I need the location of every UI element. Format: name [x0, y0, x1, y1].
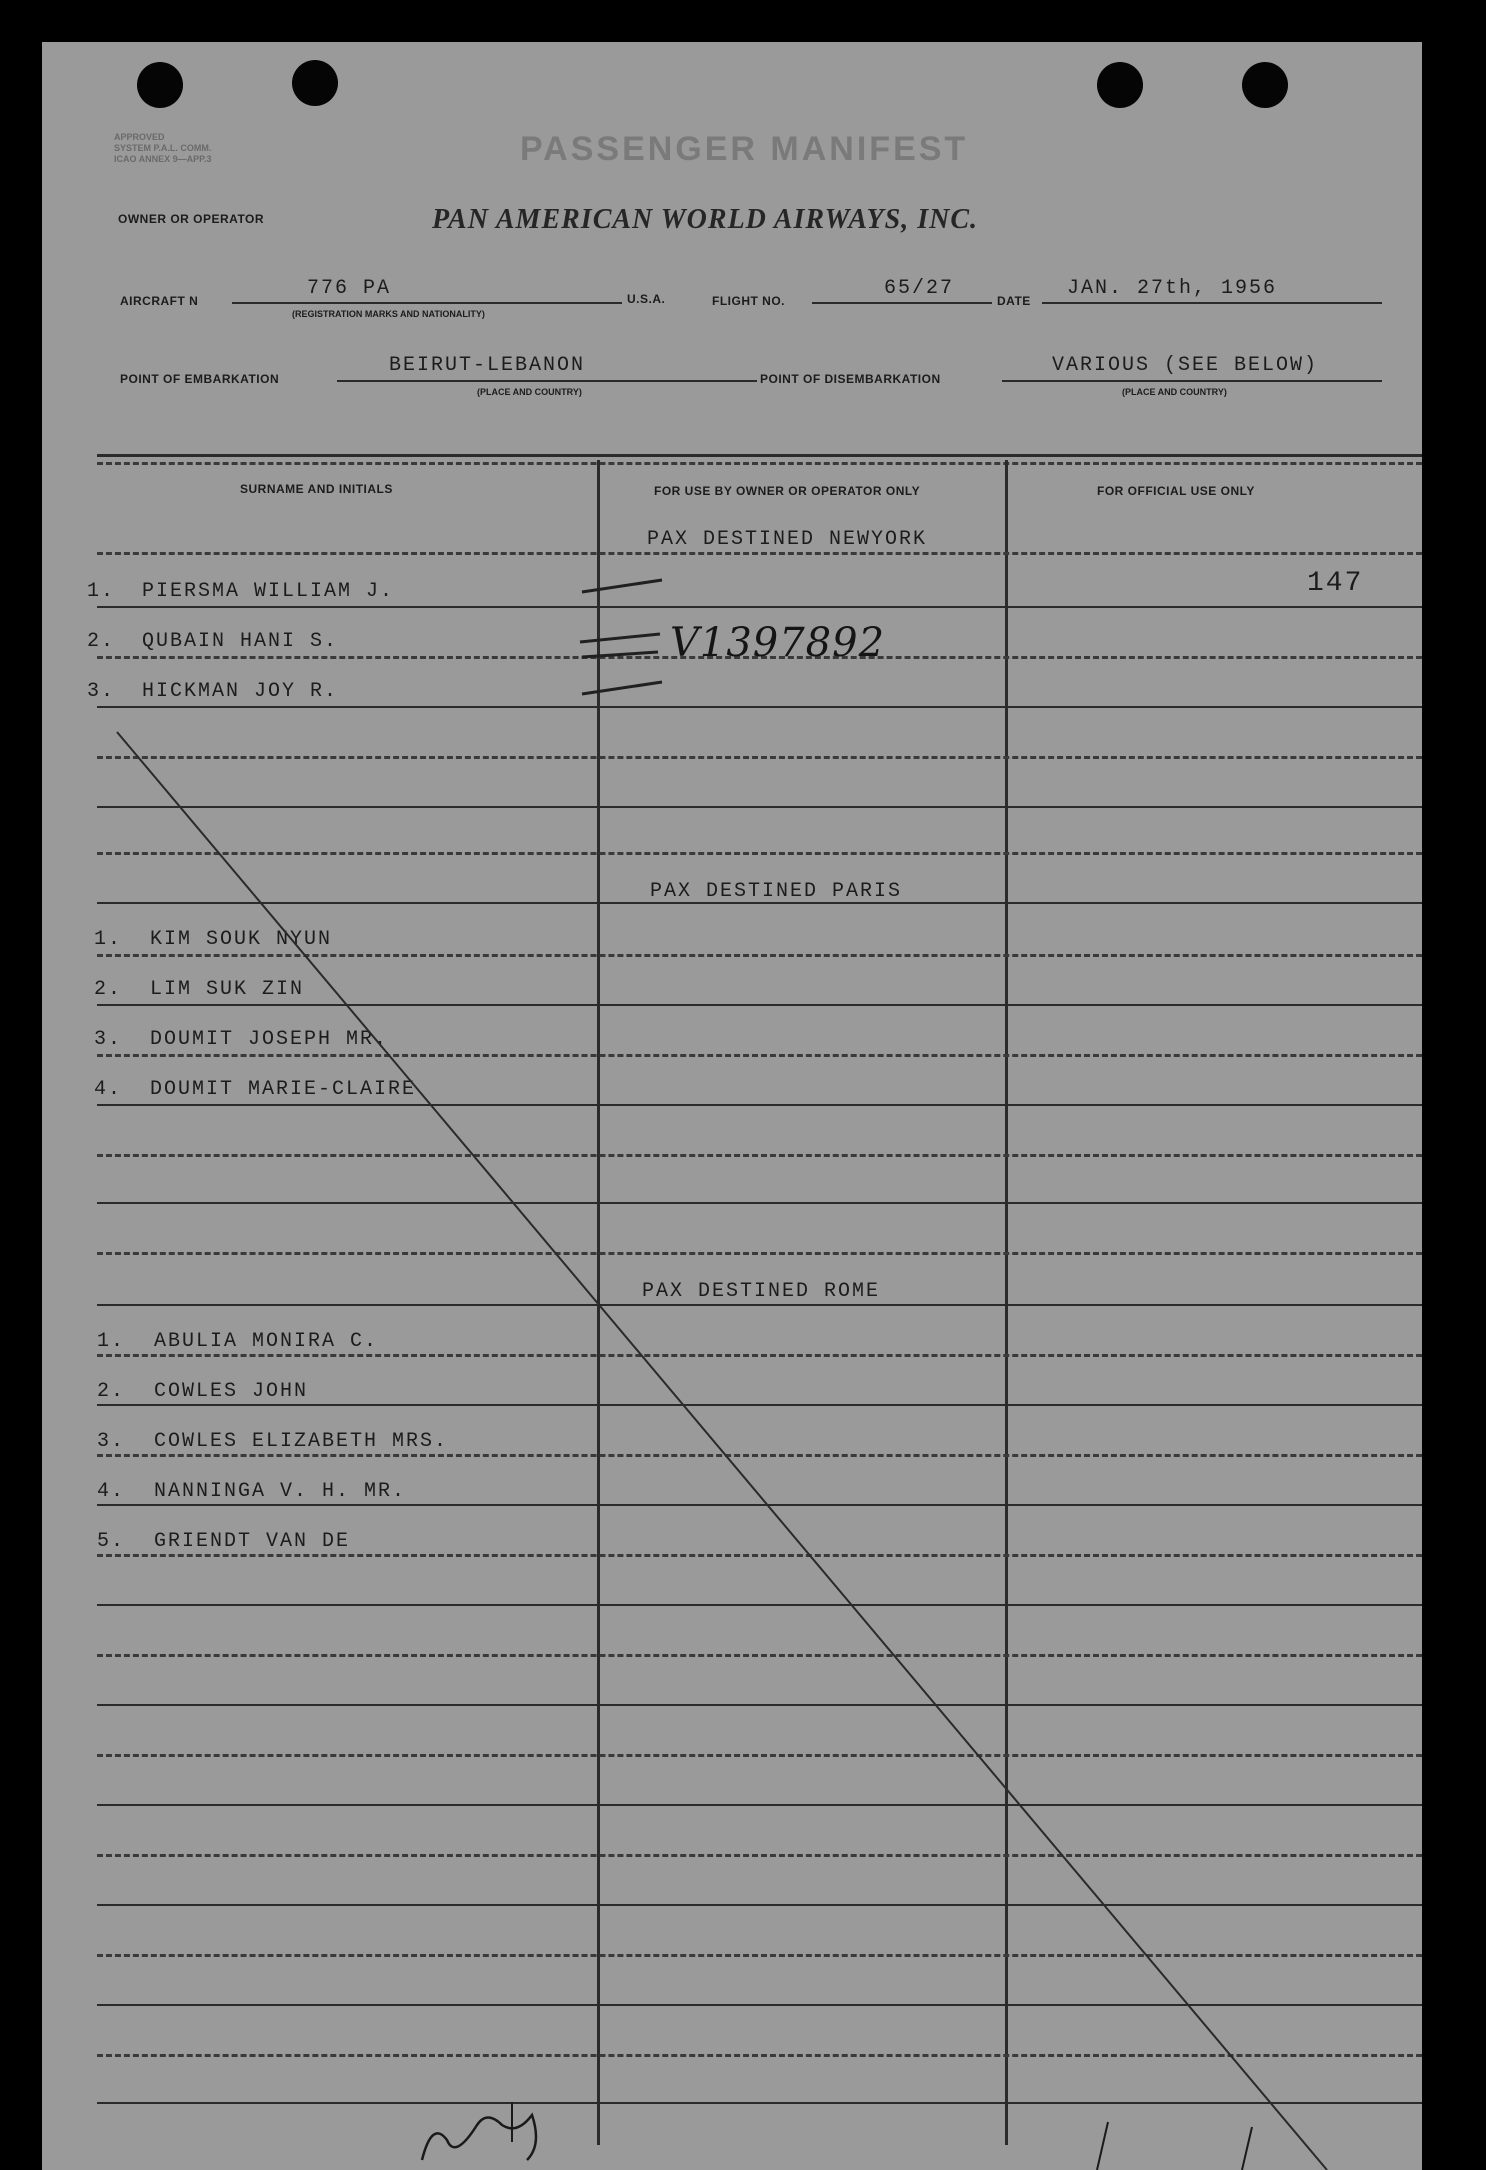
- official-count: 147: [1307, 568, 1364, 599]
- passenger-number: 2.: [97, 1380, 126, 1403]
- disembarkation-value: VARIOUS (SEE BELOW): [1052, 354, 1319, 377]
- passenger-number: 2.: [87, 630, 116, 653]
- flight-value: 65/27: [884, 277, 955, 300]
- group-heading: PAX DESTINED ROME: [642, 1280, 881, 1303]
- disembarkation-caption: (PLACE AND COUNTRY): [1122, 387, 1227, 397]
- nationality-value: U.S.A.: [627, 292, 666, 306]
- passenger-number: 5.: [97, 1530, 126, 1553]
- embarkation-caption: (PLACE AND COUNTRY): [477, 387, 582, 397]
- passenger-name: COWLES ELIZABETH MRS.: [154, 1430, 449, 1453]
- passenger-name: DOUMIT JOSEPH MR.: [150, 1028, 389, 1051]
- passenger-number: 1.: [97, 1330, 126, 1353]
- flight-label: FLIGHT NO.: [712, 294, 785, 308]
- approval-line: SYSTEM P.A.L. COMM.: [114, 143, 212, 153]
- page-title: PASSENGER MANIFEST: [520, 130, 969, 168]
- handwritten-number: V1397892: [670, 620, 886, 666]
- passenger-name: ABULIA MONIRA C.: [154, 1330, 379, 1353]
- passenger-name: COWLES JOHN: [154, 1380, 309, 1403]
- aircraft-value: 776 PA: [307, 277, 392, 300]
- pen-marks: [42, 42, 1422, 2170]
- passenger-name: NANNINGA V. H. MR.: [154, 1480, 407, 1503]
- column-header-official-use: FOR OFFICIAL USE ONLY: [1097, 484, 1255, 498]
- passenger-number: 1.: [94, 928, 123, 951]
- aircraft-caption: (REGISTRATION MARKS AND NATIONALITY): [292, 309, 485, 319]
- passenger-number: 1.: [87, 580, 116, 603]
- passenger-name: DOUMIT MARIE-CLAIRE: [150, 1078, 417, 1101]
- column-header-surname: SURNAME AND INITIALS: [240, 482, 393, 496]
- approval-line: ICAO ANNEX 9—APP.3: [114, 154, 212, 164]
- passenger-name: HICKMAN JOY R.: [142, 680, 339, 703]
- passenger-name: PIERSMA WILLIAM J.: [142, 580, 395, 603]
- embarkation-label: POINT OF EMBARKATION: [120, 372, 280, 386]
- passenger-name: KIM SOUK NYUN: [150, 928, 333, 951]
- embarkation-value: BEIRUT-LEBANON: [389, 354, 586, 377]
- group-heading: PAX DESTINED PARIS: [650, 880, 903, 903]
- passenger-number: 3.: [87, 680, 116, 703]
- passenger-name: GRIENDT VAN DE: [154, 1530, 351, 1553]
- approval-line: APPROVED: [114, 132, 165, 142]
- passenger-number: 2.: [94, 978, 123, 1001]
- passenger-number: 4.: [97, 1480, 126, 1503]
- passenger-number: 4.: [94, 1078, 123, 1101]
- passenger-number: 3.: [94, 1028, 123, 1051]
- owner-value: PAN AMERICAN WORLD AIRWAYS, INC.: [432, 204, 979, 235]
- manifest-sheet: [42, 42, 1422, 2170]
- passenger-name: QUBAIN HANI S.: [142, 630, 339, 653]
- date-value: JAN. 27th, 1956: [1067, 277, 1278, 300]
- passenger-number: 3.: [97, 1430, 126, 1453]
- aircraft-label: AIRCRAFT N: [120, 294, 199, 308]
- group-heading: PAX DESTINED NEWYORK: [647, 528, 928, 551]
- column-header-owner-use: FOR USE BY OWNER OR OPERATOR ONLY: [654, 484, 921, 498]
- date-label: DATE: [997, 294, 1031, 308]
- disembarkation-label: POINT OF DISEMBARKATION: [760, 372, 941, 386]
- owner-label: OWNER OR OPERATOR: [118, 212, 265, 226]
- passenger-name: LIM SUK ZIN: [150, 978, 305, 1001]
